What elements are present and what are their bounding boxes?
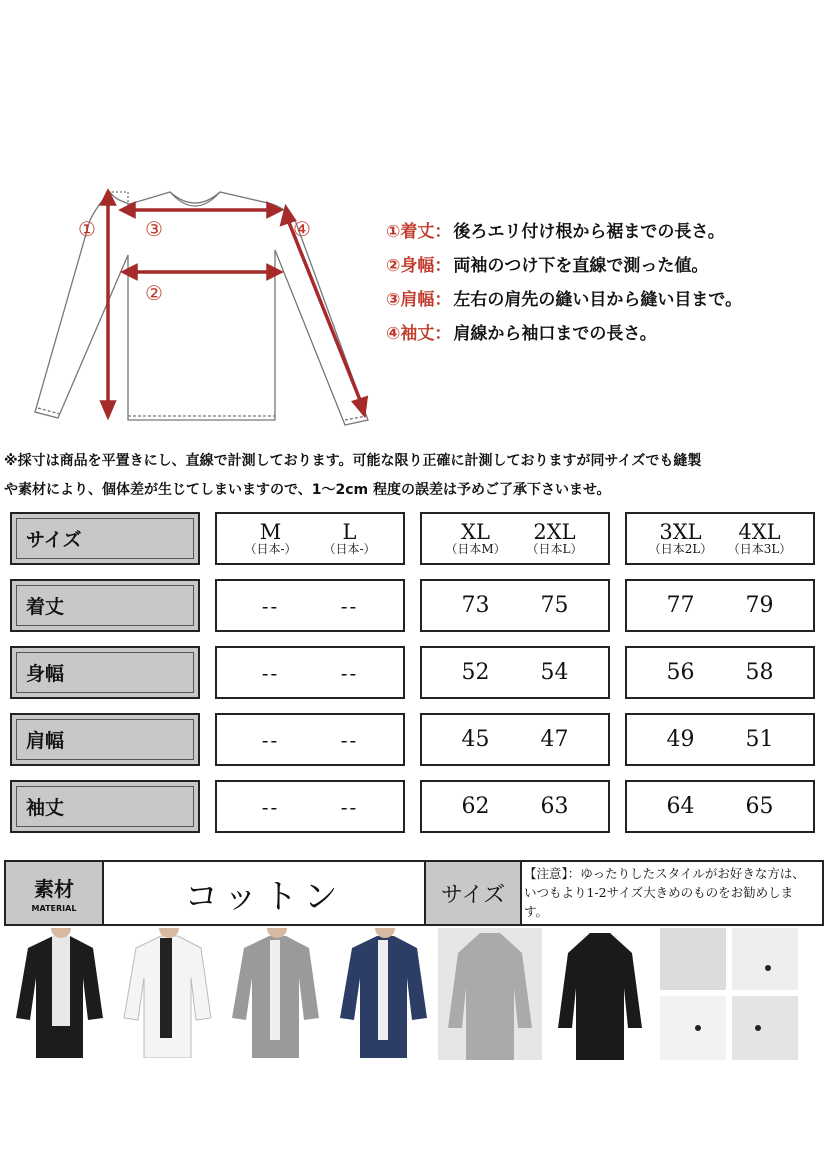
- row-label-width: [10, 646, 200, 699]
- material-value: コットン: [104, 862, 426, 924]
- photo-grey-shirt: [232, 928, 319, 1058]
- table-cell: [625, 780, 815, 833]
- value-m: --: [261, 660, 280, 685]
- table-cell: [420, 713, 610, 766]
- photo-black-shirt: [8, 928, 108, 1058]
- value-3xl: 77: [666, 593, 695, 618]
- value-2xl: 63: [540, 794, 569, 819]
- table-cell: [625, 713, 815, 766]
- legend-row-sleeve: ④袖丈 ： 肩線から袖口までの長さ。: [386, 314, 816, 348]
- photo-button-detail: [732, 996, 798, 1060]
- diagram-label-two: ②: [145, 281, 163, 305]
- row-label-shoulder: [10, 713, 200, 766]
- legend-row-shoulder: ③肩幅 ： 左右の肩先の縫い目から縫い目まで。: [386, 280, 816, 314]
- diagram-label-one: ①: [78, 217, 96, 241]
- legend-desc: 肩線から袖口までの長さ。: [453, 323, 657, 344]
- size-header-l: L （日本-）: [323, 520, 376, 557]
- legend-desc: 後ろエリ付け根から裾までの長さ。: [453, 221, 725, 242]
- row-label-sleeve: [10, 780, 200, 833]
- value-m: --: [261, 593, 280, 618]
- value-4xl: 65: [745, 794, 774, 819]
- size-header-text: サイズ: [26, 529, 82, 551]
- row-label-length: [10, 579, 200, 632]
- value-3xl: 64: [666, 794, 695, 819]
- table-cell: [215, 713, 405, 766]
- photo-navy-shirt: [340, 928, 427, 1058]
- table-cell: [215, 780, 405, 833]
- size-header-label: [10, 512, 200, 565]
- legend-key: ②身幅: [386, 255, 435, 276]
- photo-pocket-detail: [660, 996, 726, 1060]
- photo-collar-detail: [732, 928, 798, 990]
- table-cell: [420, 579, 610, 632]
- material-row: [4, 860, 824, 926]
- material-label: [6, 862, 104, 924]
- value-l: --: [340, 727, 359, 752]
- value-2xl: 47: [540, 727, 569, 752]
- value-xl: 62: [461, 794, 490, 819]
- value-3xl: 56: [666, 660, 695, 685]
- size-header-xl: XL （日本M）: [445, 520, 506, 557]
- value-xl: 73: [461, 593, 490, 618]
- value-xl: 45: [461, 727, 490, 752]
- size-header-group-ml: [215, 512, 405, 565]
- value-l: --: [340, 593, 359, 618]
- table-cell: [420, 780, 610, 833]
- measurement-legend: [386, 212, 816, 348]
- value-4xl: 58: [745, 660, 774, 685]
- table-cell: [625, 579, 815, 632]
- legend-key: ①着丈: [386, 221, 435, 242]
- legend-desc: 左右の肩先の縫い目から縫い目まで。: [453, 289, 743, 310]
- legend-row-width: ②身幅 ： 両袖のつけ下を直線で測った値。: [386, 246, 816, 280]
- row-label-text: 肩幅: [26, 730, 65, 752]
- value-xl: 52: [461, 660, 490, 685]
- photo-cuff-detail: [660, 928, 726, 990]
- value-m: --: [261, 727, 280, 752]
- shirt-measurement-diagram: [20, 180, 380, 430]
- photo-white-shirt: [124, 928, 211, 1058]
- value-3xl: 49: [666, 727, 695, 752]
- value-l: --: [340, 794, 359, 819]
- value-2xl: 54: [540, 660, 569, 685]
- row-label-text: 袖丈: [26, 797, 65, 819]
- legend-desc: 両袖のつけ下を直線で測った値。: [453, 255, 709, 276]
- size-header-2xl: 2XL （日本L）: [526, 520, 583, 557]
- size-header-3xl: 3XL （日本2L）: [648, 520, 713, 557]
- product-photo-detail: [438, 928, 820, 1060]
- material-label-text: 素材: [34, 877, 74, 901]
- value-2xl: 75: [540, 593, 569, 618]
- table-cell: [420, 646, 610, 699]
- value-l: --: [340, 660, 359, 685]
- diagram-label-four: ④: [293, 217, 311, 241]
- size-header-group-xl: [420, 512, 610, 565]
- legend-key: ④袖丈: [386, 323, 435, 344]
- table-cell: [625, 646, 815, 699]
- material-label-en: MATERIAL: [31, 904, 77, 913]
- row-label-text: 身幅: [26, 663, 65, 685]
- value-4xl: 79: [745, 593, 774, 618]
- row-label-text: 着丈: [26, 596, 65, 618]
- size-header-4xl: 4XL （日本3L）: [727, 520, 792, 557]
- table-cell: [215, 579, 405, 632]
- size-header-group-3xl: [625, 512, 815, 565]
- legend-row-length: ①着丈 ： 後ろエリ付け根から裾までの長さ。: [386, 212, 816, 246]
- value-4xl: 51: [745, 727, 774, 752]
- diagram-label-three: ③: [145, 217, 163, 241]
- table-cell: [215, 646, 405, 699]
- size-note-label: サイズ: [426, 862, 522, 924]
- size-note-text: 【注意】：ゆったりしたスタイルがお好きな方は、いつもより1-2サイズ大きめのものをお勧めします。: [524, 866, 805, 919]
- size-header-m: M （日本-）: [244, 520, 297, 557]
- measurement-note-line1: ※採寸は商品を平置きにし、直線で計測しております。可能な限り正確に計測しておりますが同サイズでも縫製: [4, 453, 702, 469]
- legend-key: ③肩幅: [386, 289, 435, 310]
- value-m: --: [261, 794, 280, 819]
- measurement-note-line2: や素材により、個体差が生じてしまいますので、1～2cm 程度の誤差は予めご了承下さいませ。: [4, 482, 611, 498]
- product-photo-strip: [8, 928, 438, 1058]
